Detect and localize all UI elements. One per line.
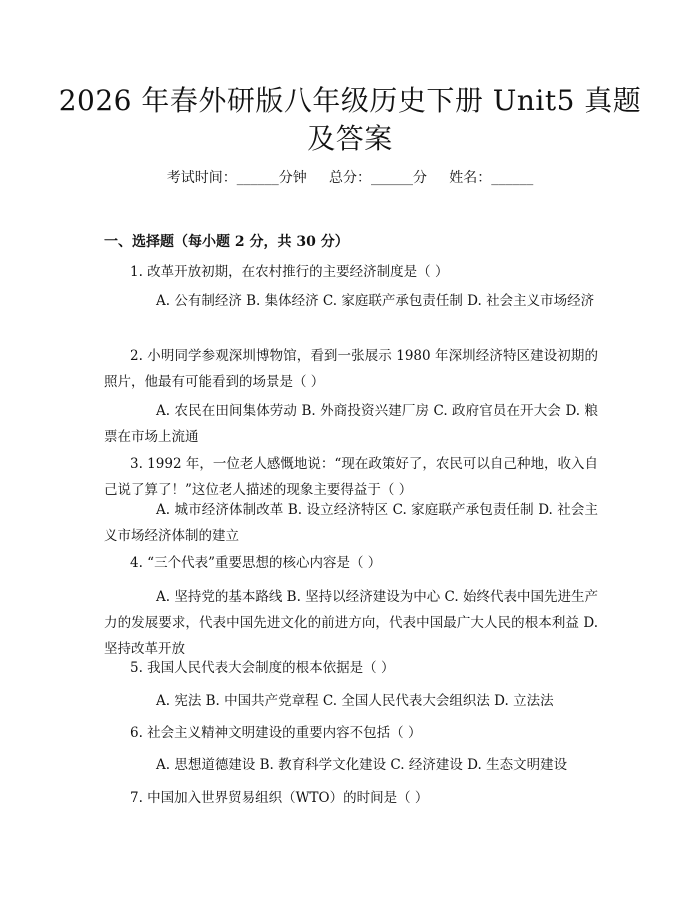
question-2-stem: 2. 小明同学参观深圳博物馆，看到一张展示 1980 年深圳经济特区建设初期的照片，他最有可能看到的场景是（ ） [104,348,598,390]
question-2-options: A. 农民在田间集体劳动 B. 外商投资兴建厂房 C. 政府官员在开大会 D. 粮票在市场上流通 [104,403,598,445]
question-4-options: A. 坚持党的基本路线 B. 坚持以经济建设为中心 C. 始终代表中国先进生产力的发展要求，代表中国先进文化的前进方向，代表中国最广大人民的根本利益 D. 坚持改革开放 [104,589,598,657]
question-7-stem: 7. 中国加入世界贸易组织（WTO）的时间是（ ） [130,790,429,806]
question-3-options: A. 城市经济体制改革 B. 设立经济特区 C. 家庭联产承包责任制 D. 社会主义市场经济体制的建立 [104,502,598,544]
question-4-stem: 4. “三个代表”重要思想的核心内容是（ ） [130,555,382,571]
question-5-stem: 5. 我国人民代表大会制度的根本依据是（ ） [130,660,395,676]
question-3-stem: 3. 1992 年，一位老人感慨地说：“现在政策好了，农民可以自己种地，收入自己说了算了！”这位老人描述的现象主要得益于（ ） [104,456,598,498]
document-title-line-1: 2026 年春外研版八年级历史下册 Unit5 真题 [58,84,642,117]
section-heading: 一、选择题（每小题 2 分，共 30 分） [104,234,349,250]
question-6-options: A. 思想道德建设 B. 教育科学文化建设 C. 经济建设 D. 生态文明建设 [156,757,568,773]
exam-meta: 考试时间：______分钟 总分：______分 姓名：______ [166,170,534,186]
question-1-options: A. 公有制经济 B. 集体经济 C. 家庭联产承包责任制 D. 社会主义市场经济 [156,293,595,309]
question-1-stem: 1. 改革开放初期，在农村推行的主要经济制度是（ ） [130,264,449,280]
document-title-line-2: 及答案 [307,122,393,155]
question-5-options: A. 宪法 B. 中国共产党章程 C. 全国人民代表大会组织法 D. 立法法 [156,693,554,709]
question-6-stem: 6. 社会主义精神文明建设的重要内容不包括（ ） [130,725,422,741]
